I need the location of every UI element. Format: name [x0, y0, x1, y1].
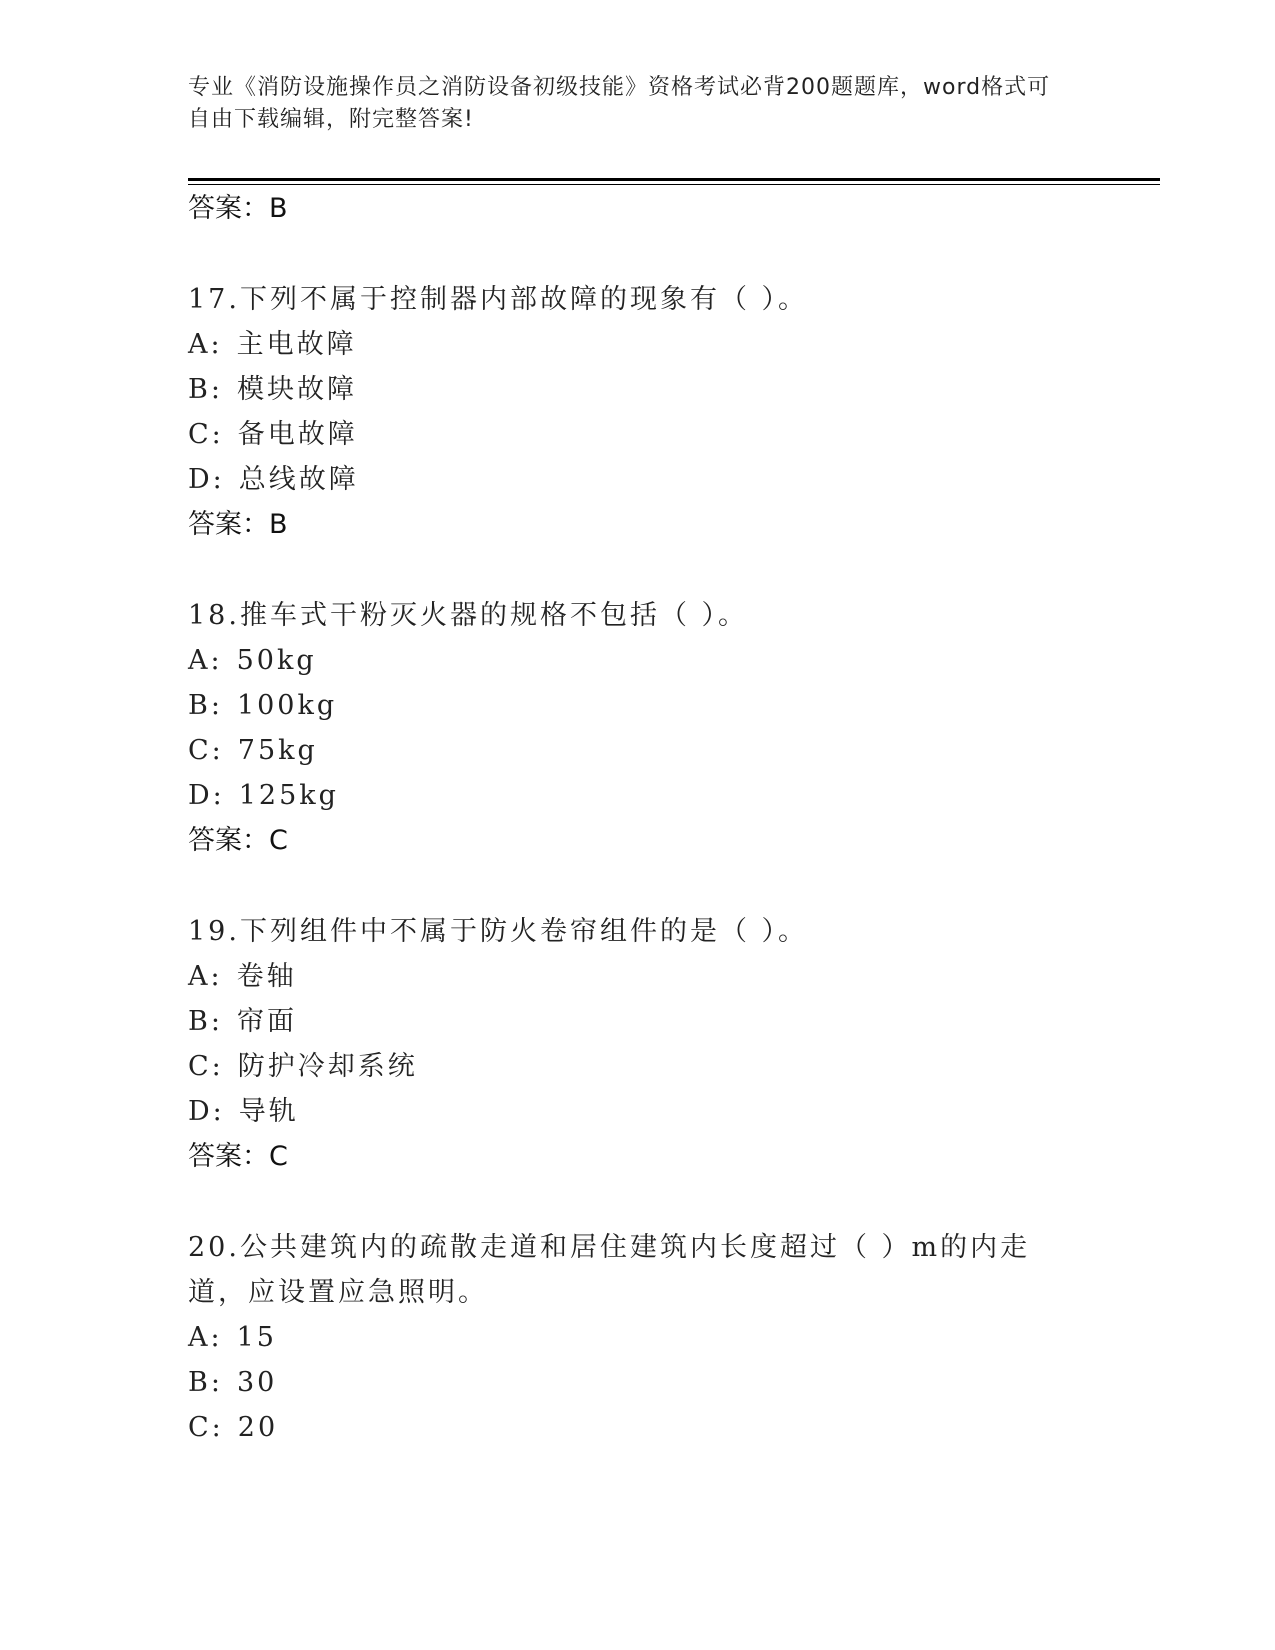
question-18-option-c	[188, 734, 318, 768]
option-letter: C:	[188, 419, 224, 450]
option-letter: A:	[188, 329, 223, 360]
option-letter: A:	[188, 961, 223, 992]
option-letter: B:	[188, 690, 223, 721]
question-17-option-a	[188, 328, 357, 362]
question-20-option-b	[188, 1366, 277, 1400]
option-letter: B:	[188, 374, 223, 405]
option-text: 模块故障	[236, 374, 357, 405]
question-17-stem: 17.下列不属于控制器内部故障的现象有（ ）。	[188, 284, 809, 315]
option-text: 20	[237, 1412, 279, 1443]
answer-17: 答案：B	[188, 509, 288, 540]
question-19-stem: 19.下列组件中不属于防火卷帘组件的是（ ）。	[188, 916, 809, 947]
option-letter: B:	[188, 1367, 223, 1398]
question-18-option-d	[188, 779, 339, 813]
question-17-option-c	[188, 418, 358, 452]
option-text: 50kg	[236, 645, 317, 676]
option-letter: D:	[188, 780, 225, 811]
option-letter: B:	[188, 1006, 223, 1037]
answer-19: 答案：C	[188, 1141, 288, 1172]
option-text: 15	[236, 1322, 277, 1353]
header-divider-thin	[188, 184, 1160, 185]
header-divider-thick	[188, 178, 1160, 181]
question-20-stem: 20.公共建筑内的疏散走道和居住建筑内长度超过（ ）m的内走道，应设置应急照明。	[188, 1232, 1031, 1308]
option-text: 防护冷却系统	[237, 1051, 418, 1082]
option-letter: D:	[188, 464, 225, 495]
option-letter: A:	[188, 1322, 223, 1353]
option-letter: D:	[188, 1096, 225, 1127]
document-header: 专业《消防设施操作员之消防设备初级技能》资格考试必背200题题库，word格式可自由下载编辑，附完整答案!	[188, 75, 1051, 132]
question-20-option-a	[188, 1321, 277, 1355]
option-text: 125kg	[238, 780, 339, 811]
option-text: 75kg	[237, 735, 318, 766]
question-18-option-a	[188, 644, 317, 678]
option-letter: C:	[188, 1412, 224, 1443]
option-letter: C:	[188, 1051, 224, 1082]
question-18-stem: 18.推车式干粉灭火器的规格不包括（ ）。	[188, 600, 749, 631]
question-19-option-b	[188, 1005, 297, 1039]
option-text: 主电故障	[236, 329, 357, 360]
question-17-option-b	[188, 373, 357, 407]
question-19-option-a	[188, 960, 297, 994]
option-letter: C:	[188, 735, 224, 766]
option-text: 帘面	[236, 1006, 297, 1037]
question-20-option-c	[188, 1411, 278, 1445]
question-17-option-d	[188, 463, 359, 497]
question-19-option-d	[188, 1095, 299, 1129]
option-text: 100kg	[236, 690, 338, 721]
option-text: 卷轴	[236, 961, 297, 992]
option-text: 30	[236, 1367, 278, 1398]
answer-16: 答案：B	[188, 193, 288, 224]
question-18-option-b	[188, 689, 337, 723]
option-text: 总线故障	[238, 464, 359, 495]
option-text: 备电故障	[237, 419, 358, 450]
option-letter: A:	[188, 645, 223, 676]
question-19-option-c	[188, 1050, 418, 1084]
answer-18: 答案：C	[188, 825, 288, 856]
option-text: 导轨	[238, 1096, 299, 1127]
